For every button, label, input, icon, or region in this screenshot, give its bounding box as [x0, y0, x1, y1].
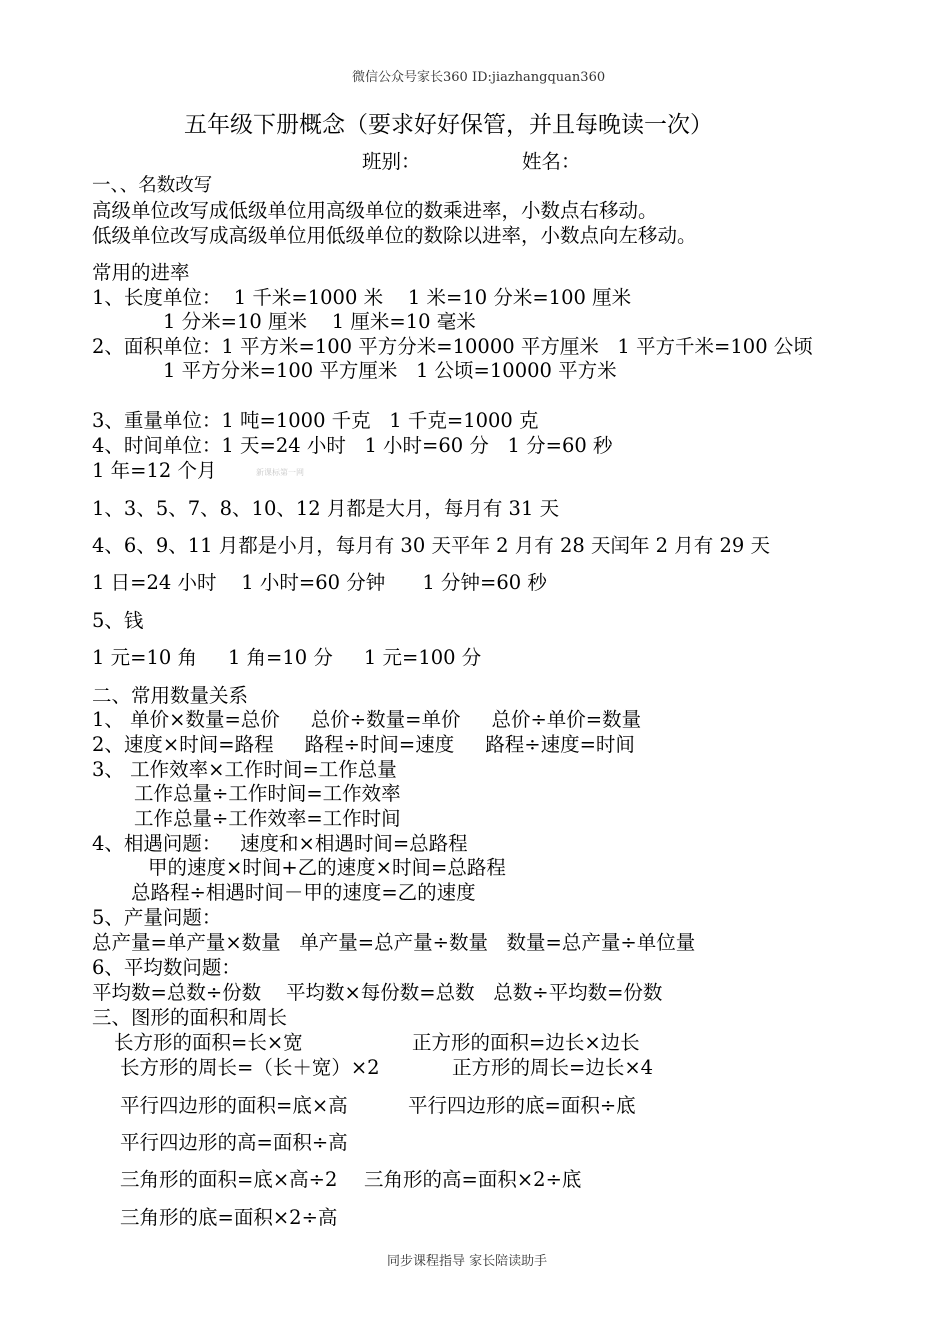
- meeting-relation-1: 4、相遇问题： 速度和×相遇时间=总路程: [92, 832, 468, 855]
- square-area: 正方形的面积=边长×边长: [412, 1031, 640, 1054]
- price-relation: 1、 单价×数量=总价 总价÷数量=单价 总价÷单价=数量: [92, 708, 642, 731]
- page-header: 微信公众号家长360 ID:jiazhangquan360: [352, 70, 606, 85]
- class-label: 班别：: [362, 150, 421, 173]
- section-3-heading: 三、图形的面积和周长: [92, 1006, 288, 1029]
- work-relation-2: 工作总量÷工作时间=工作效率: [134, 782, 401, 805]
- speed-relation: 2、速度×时间=路程 路程÷时间=速度 路程÷速度=时间: [92, 733, 635, 756]
- rectangle-area: 长方形的面积=长×宽: [114, 1031, 303, 1054]
- meeting-relation-3: 总路程÷相遇时间－甲的速度=乙的速度: [131, 881, 476, 904]
- money-conversion: 1 元=10 角 1 角=10 分 1 元=100 分: [92, 646, 482, 669]
- parallelogram-area: 平行四边形的面积=底×高: [120, 1094, 348, 1117]
- triangle-base: 三角形的底=面积×2÷高: [120, 1206, 338, 1229]
- watermark-text: 新课标第一网: [256, 468, 304, 477]
- page-footer: 同步课程指导 家长陪读助手: [387, 1254, 548, 1269]
- conversion-rule-2: 低级单位改写成高级单位用低级单位的数除以进率，小数点向左移动。: [92, 224, 697, 247]
- output-relation: 总产量=单产量×数量 单产量=总产量÷数量 数量=总产量÷单位量: [92, 931, 696, 954]
- rectangle-perimeter: 长方形的周长=（长＋宽）×2: [120, 1056, 380, 1079]
- triangle-height: 三角形的高=面积×2÷底: [364, 1168, 582, 1191]
- square-perimeter: 正方形的周长=边长×4: [452, 1056, 654, 1079]
- small-months: 4、6、9、11 月都是小月，每月有 30 天平年 2 月有 28 天闰年 2 月有 29 天: [92, 534, 770, 557]
- average-heading: 6、平均数问题：: [92, 956, 241, 979]
- money-heading: 5、钱: [92, 609, 144, 632]
- area-units-2: 1 平方分米=100 平方厘米 1 公顷=10000 平方米: [163, 359, 617, 382]
- conversion-rule-1: 高级单位改写成低级单位用高级单位的数乘进率，小数点右移动。: [92, 199, 658, 222]
- parallelogram-base: 平行四边形的底=面积÷底: [408, 1094, 636, 1117]
- name-label: 姓名：: [522, 150, 581, 173]
- rates-heading: 常用的进率: [92, 261, 190, 284]
- meeting-relation-2: 甲的速度×时间+乙的速度×时间=总路程: [148, 856, 506, 879]
- length-units-1: 1、长度单位： 1 千米=1000 米 1 米=10 分米=100 厘米: [92, 286, 632, 309]
- work-relation-3: 工作总量÷工作效率=工作时间: [134, 807, 401, 830]
- time-units: 4、时间单位：1 天=24 小时 1 小时=60 分 1 分=60 秒: [92, 434, 613, 457]
- section-2-heading: 二、常用数量关系: [92, 684, 249, 707]
- length-units-2: 1 分米=10 厘米 1 厘米=10 毫米: [163, 310, 476, 333]
- average-relation: 平均数=总数÷份数 平均数×每份数=总数 总数÷平均数=份数: [92, 981, 663, 1004]
- area-units-1: 2、面积单位：1 平方米=100 平方分米=10000 平方厘米 1 平方千米=100 公顷: [92, 335, 813, 358]
- big-months: 1、3、5、7、8、10、12 月都是大月，每月有 31 天: [92, 497, 560, 520]
- triangle-area: 三角形的面积=底×高÷2: [120, 1168, 338, 1191]
- year-months: 1 年=12 个月: [92, 459, 217, 482]
- page-title: 五年级下册概念（要求好好保管，并且每晚读一次）: [184, 112, 713, 138]
- parallelogram-height: 平行四边形的高=面积÷高: [120, 1131, 348, 1154]
- weight-units: 3、重量单位：1 吨=1000 千克 1 千克=1000 克: [92, 409, 539, 432]
- output-heading: 5、产量问题：: [92, 906, 222, 929]
- day-conversion: 1 日=24 小时 1 小时=60 分钟 1 分钟=60 秒: [92, 571, 547, 594]
- work-relation-1: 3、 工作效率×工作时间=工作总量: [92, 758, 397, 781]
- section-1-heading: 一、、名数改写: [92, 175, 213, 196]
